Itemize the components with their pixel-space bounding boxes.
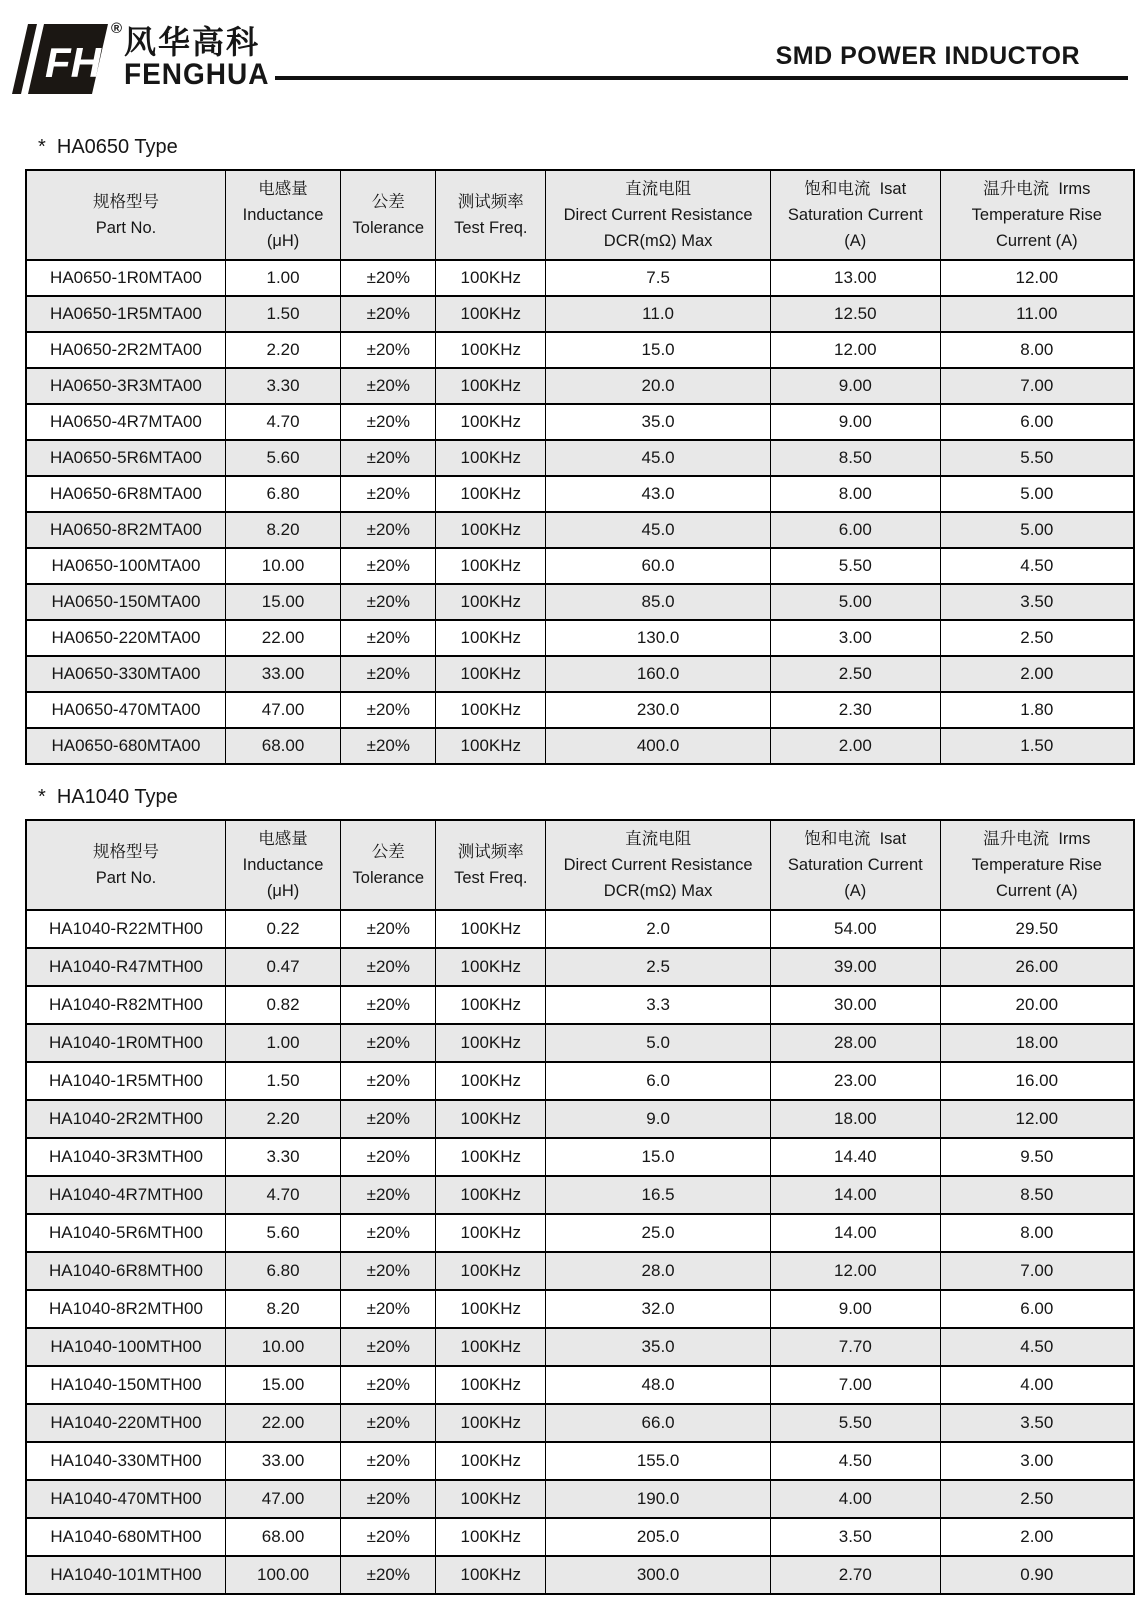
table-cell: 100KHz	[436, 476, 546, 512]
table-cell: 6.80	[225, 476, 340, 512]
table-cell: HA1040-100MTH00	[26, 1328, 225, 1366]
table-cell: 4.00	[940, 1366, 1134, 1404]
table-cell: 5.60	[225, 1214, 340, 1252]
table-cell: 100KHz	[436, 1138, 546, 1176]
table-cell: 33.00	[225, 656, 340, 692]
table-row	[26, 948, 1134, 986]
table-cell: 13.00	[771, 260, 941, 296]
table-cell: 9.00	[771, 1290, 941, 1328]
col-header-dcr: 直流电阻 Direct Current Resistance DCR(mΩ) Max	[546, 820, 771, 910]
table-cell: ±20%	[341, 986, 436, 1024]
col-header-part-no: 规格型号 Part No.	[26, 820, 225, 910]
table-cell: 100KHz	[436, 620, 546, 656]
col-header-tolerance: 公差 Tolerance	[341, 820, 436, 910]
table-cell: 100KHz	[436, 1100, 546, 1138]
table-cell: HA0650-5R6MTA00	[26, 440, 225, 476]
table-row	[26, 260, 1134, 296]
table-row	[26, 332, 1134, 368]
table-cell: HA1040-3R3MTH00	[26, 1138, 225, 1176]
table-cell: 8.00	[940, 332, 1134, 368]
ha1040-spec-table	[25, 819, 1135, 1595]
table-cell: HA1040-8R2MTH00	[26, 1290, 225, 1328]
table-cell: HA0650-4R7MTA00	[26, 404, 225, 440]
table-cell: 1.50	[225, 296, 340, 332]
table-cell: 100KHz	[436, 548, 546, 584]
col-header-isat: 饱和电流 Isat Saturation Current (A)	[771, 170, 941, 260]
table-cell: 2.20	[225, 1100, 340, 1138]
table-row	[26, 1252, 1134, 1290]
table-cell: HA1040-6R8MTH00	[26, 1252, 225, 1290]
table-row	[26, 1518, 1134, 1556]
table-cell: 20.00	[940, 986, 1134, 1024]
table-cell: 4.70	[225, 404, 340, 440]
table-cell: ±20%	[341, 728, 436, 764]
table-cell: 100KHz	[436, 1214, 546, 1252]
table-cell: 100.00	[225, 1556, 340, 1594]
table-cell: 100KHz	[436, 1176, 546, 1214]
table-cell: 1.50	[225, 1062, 340, 1100]
table-cell: 9.00	[771, 368, 941, 404]
table-cell: HA1040-101MTH00	[26, 1556, 225, 1594]
table-cell: 230.0	[546, 692, 771, 728]
table-row	[26, 1100, 1134, 1138]
col-header-inductance: 电感量 Inductance (μH)	[225, 820, 340, 910]
table-cell: 10.00	[225, 548, 340, 584]
table-cell: ±20%	[341, 692, 436, 728]
table-cell: 0.22	[225, 910, 340, 948]
table-cell: 100KHz	[436, 1328, 546, 1366]
table-cell: 60.0	[546, 548, 771, 584]
table-cell: 100KHz	[436, 368, 546, 404]
table-cell: 3.50	[940, 1404, 1134, 1442]
table-cell: 130.0	[546, 620, 771, 656]
table-cell: 2.50	[940, 1480, 1134, 1518]
table-row	[26, 584, 1134, 620]
table-cell: ±20%	[341, 1252, 436, 1290]
table-cell: HA1040-330MTH00	[26, 1442, 225, 1480]
table-row	[26, 296, 1134, 332]
section-heading-ha1040: * HA1040 Type	[38, 786, 178, 808]
table-cell: 100KHz	[436, 440, 546, 476]
table-cell: HA0650-1R5MTA00	[26, 296, 225, 332]
table-cell: HA1040-150MTH00	[26, 1366, 225, 1404]
header-right	[275, 24, 1128, 80]
table-cell: 5.0	[546, 1024, 771, 1062]
svg-text:FH: FH	[45, 39, 101, 86]
table-cell: HA0650-220MTA00	[26, 620, 225, 656]
table-cell: HA1040-4R7MTH00	[26, 1176, 225, 1214]
table-cell: 22.00	[225, 620, 340, 656]
table-cell: 8.00	[771, 476, 941, 512]
brand-name-en: FENGHUA	[124, 57, 270, 91]
table-cell: 4.70	[225, 1176, 340, 1214]
table-cell: 10.00	[225, 1328, 340, 1366]
col-header-test-freq: 测试频率 Test Freq.	[436, 170, 546, 260]
table-cell: 1.50	[940, 728, 1134, 764]
table-cell: 15.00	[225, 584, 340, 620]
section-heading-ha0650: * HA0650 Type	[38, 136, 178, 158]
table-row	[26, 910, 1134, 948]
table-cell: ±20%	[341, 260, 436, 296]
table-cell: 47.00	[225, 692, 340, 728]
table-row	[26, 404, 1134, 440]
table-cell: ±20%	[341, 1138, 436, 1176]
table-cell: ±20%	[341, 440, 436, 476]
table-cell: 100KHz	[436, 1442, 546, 1480]
table-cell: ±20%	[341, 332, 436, 368]
table-cell: 100KHz	[436, 728, 546, 764]
table-row	[26, 1404, 1134, 1442]
table-cell: 160.0	[546, 656, 771, 692]
table-cell: 12.00	[940, 260, 1134, 296]
table-row	[26, 1480, 1134, 1518]
table-cell: 68.00	[225, 1518, 340, 1556]
brand-text	[124, 24, 269, 94]
table-cell: HA0650-6R8MTA00	[26, 476, 225, 512]
table-cell: 8.50	[940, 1176, 1134, 1214]
col-header-inductance: 电感量 Inductance (μH)	[225, 170, 340, 260]
col-header-part-no: 规格型号 Part No.	[26, 170, 225, 260]
table-cell: 15.0	[546, 1138, 771, 1176]
table-cell: 2.30	[771, 692, 941, 728]
brand-name-cn: 风华高科	[124, 24, 261, 60]
table-cell: 7.5	[546, 260, 771, 296]
ha0650-spec-table	[25, 169, 1135, 765]
table-cell: HA0650-100MTA00	[26, 548, 225, 584]
table-cell: 54.00	[771, 910, 941, 948]
table-cell: 2.00	[771, 728, 941, 764]
table-cell: ±20%	[341, 296, 436, 332]
table-cell: 2.50	[771, 656, 941, 692]
table-cell: 5.00	[940, 512, 1134, 548]
table-cell: 300.0	[546, 1556, 771, 1594]
table-cell: 2.70	[771, 1556, 941, 1594]
table-cell: 68.00	[225, 728, 340, 764]
table-cell: 7.00	[940, 368, 1134, 404]
table-cell: HA1040-R82MTH00	[26, 986, 225, 1024]
table-cell: 400.0	[546, 728, 771, 764]
table-cell: 32.0	[546, 1290, 771, 1328]
table-cell: 100KHz	[436, 584, 546, 620]
header-rule	[275, 76, 1128, 80]
col-header-irms: 温升电流 Irms Temperature Rise Current (A)	[940, 820, 1134, 910]
table-cell: 155.0	[546, 1442, 771, 1480]
table-cell: ±20%	[341, 512, 436, 548]
table-cell: HA0650-2R2MTA00	[26, 332, 225, 368]
table-cell: 100KHz	[436, 948, 546, 986]
col-header-isat: 饱和电流 Isat Saturation Current (A)	[771, 820, 941, 910]
table-cell: 0.90	[940, 1556, 1134, 1594]
table-cell: ±20%	[341, 620, 436, 656]
table-cell: 100KHz	[436, 692, 546, 728]
table-cell: 12.00	[940, 1100, 1134, 1138]
table-cell: 20.0	[546, 368, 771, 404]
table-cell: 2.50	[940, 620, 1134, 656]
table-cell: 2.00	[940, 1518, 1134, 1556]
table-cell: HA1040-680MTH00	[26, 1518, 225, 1556]
table-cell: 100KHz	[436, 1404, 546, 1442]
table-cell: 5.00	[940, 476, 1134, 512]
table-cell: 16.00	[940, 1062, 1134, 1100]
table-cell: ±20%	[341, 1480, 436, 1518]
table-cell: 4.50	[771, 1442, 941, 1480]
table-cell: HA1040-1R0MTH00	[26, 1024, 225, 1062]
col-header-irms: 温升电流 Irms Temperature Rise Current (A)	[940, 170, 1134, 260]
table-cell: ±20%	[341, 476, 436, 512]
table-cell: HA1040-470MTH00	[26, 1480, 225, 1518]
table-cell: 66.0	[546, 1404, 771, 1442]
table-cell: 205.0	[546, 1518, 771, 1556]
table-cell: ±20%	[341, 1556, 436, 1594]
table-cell: 23.00	[771, 1062, 941, 1100]
table-cell: 12.00	[771, 1252, 941, 1290]
table-cell: 15.00	[225, 1366, 340, 1404]
table-cell: 5.50	[771, 548, 941, 584]
table-cell: 9.00	[771, 404, 941, 440]
table-cell: 14.40	[771, 1138, 941, 1176]
table-cell: ±20%	[341, 1024, 436, 1062]
table-row	[26, 548, 1134, 584]
table-cell: 0.82	[225, 986, 340, 1024]
table-cell: 45.0	[546, 440, 771, 476]
table-cell: 3.50	[771, 1518, 941, 1556]
registered-trademark-symbol: ®	[111, 20, 123, 37]
table-cell: 25.0	[546, 1214, 771, 1252]
table-cell: 2.0	[546, 910, 771, 948]
table-cell: HA1040-R22MTH00	[26, 910, 225, 948]
table-cell: HA1040-220MTH00	[26, 1404, 225, 1442]
table-cell: 3.00	[940, 1442, 1134, 1480]
table-cell: ±20%	[341, 656, 436, 692]
page-title: SMD POWER INDUCTOR	[775, 42, 1080, 70]
table-cell: 8.00	[940, 1214, 1134, 1252]
table-cell: 1.00	[225, 260, 340, 296]
table-cell: 100KHz	[436, 1366, 546, 1404]
table-cell: 14.00	[771, 1214, 941, 1252]
table-cell: 33.00	[225, 1442, 340, 1480]
ha0650-table-header	[26, 170, 1134, 260]
table-cell: 4.00	[771, 1480, 941, 1518]
table-cell: 30.00	[771, 986, 941, 1024]
table-cell: 100KHz	[436, 1480, 546, 1518]
table-cell: ±20%	[341, 1442, 436, 1480]
table-cell: HA1040-R47MTH00	[26, 948, 225, 986]
table-row	[26, 1442, 1134, 1480]
table-cell: 28.00	[771, 1024, 941, 1062]
table-cell: 6.00	[940, 1290, 1134, 1328]
table-row	[26, 1290, 1134, 1328]
table-cell: 4.50	[940, 548, 1134, 584]
table-cell: 0.47	[225, 948, 340, 986]
table-cell: 100KHz	[436, 1252, 546, 1290]
table-cell: 11.0	[546, 296, 771, 332]
table-cell: 100KHz	[436, 1024, 546, 1062]
table-cell: 8.50	[771, 440, 941, 476]
table-cell: 100KHz	[436, 512, 546, 548]
table-cell: 100KHz	[436, 1290, 546, 1328]
col-header-test-freq: 测试频率 Test Freq.	[436, 820, 546, 910]
table-cell: 100KHz	[436, 332, 546, 368]
table-cell: 190.0	[546, 1480, 771, 1518]
table-cell: 100KHz	[436, 260, 546, 296]
table-row	[26, 368, 1134, 404]
table-cell: HA0650-3R3MTA00	[26, 368, 225, 404]
table-cell: 6.80	[225, 1252, 340, 1290]
table-cell: 100KHz	[436, 1518, 546, 1556]
table-cell: 3.3	[546, 986, 771, 1024]
table-row	[26, 440, 1134, 476]
table-cell: 45.0	[546, 512, 771, 548]
table-cell: ±20%	[341, 584, 436, 620]
table-cell: 5.50	[940, 440, 1134, 476]
table-cell: ±20%	[341, 1366, 436, 1404]
table-cell: ±20%	[341, 1290, 436, 1328]
table-cell: 100KHz	[436, 404, 546, 440]
table-cell: 7.00	[940, 1252, 1134, 1290]
table-cell: 3.30	[225, 368, 340, 404]
table-cell: 18.00	[940, 1024, 1134, 1062]
ha1040-table-header	[26, 820, 1134, 910]
table-cell: ±20%	[341, 1176, 436, 1214]
table-row	[26, 728, 1134, 764]
table-row	[26, 1024, 1134, 1062]
table-row	[26, 1062, 1134, 1100]
table-cell: HA0650-470MTA00	[26, 692, 225, 728]
table-cell: HA1040-5R6MTH00	[26, 1214, 225, 1252]
table-cell: 100KHz	[436, 1556, 546, 1594]
table-cell: 100KHz	[436, 296, 546, 332]
table-cell: 18.00	[771, 1100, 941, 1138]
table-cell: 16.5	[546, 1176, 771, 1214]
fenghua-monogram-icon	[12, 24, 108, 94]
table-cell: HA0650-1R0MTA00	[26, 260, 225, 296]
table-cell: 100KHz	[436, 986, 546, 1024]
table-cell: 6.00	[771, 512, 941, 548]
table-cell: 100KHz	[436, 910, 546, 948]
table-row	[26, 1366, 1134, 1404]
table-cell: 1.00	[225, 1024, 340, 1062]
table-cell: HA1040-2R2MTH00	[26, 1100, 225, 1138]
table-cell: 5.00	[771, 584, 941, 620]
table-cell: HA0650-8R2MTA00	[26, 512, 225, 548]
table-cell: 6.0	[546, 1062, 771, 1100]
table-cell: 1.80	[940, 692, 1134, 728]
col-header-tolerance: 公差 Tolerance	[341, 170, 436, 260]
col-header-dcr: 直流电阻 Direct Current Resistance DCR(mΩ) Max	[546, 170, 771, 260]
table-cell: 3.30	[225, 1138, 340, 1176]
table-cell: ±20%	[341, 1062, 436, 1100]
table-cell: ±20%	[341, 368, 436, 404]
table-cell: 7.70	[771, 1328, 941, 1366]
table-cell: 8.20	[225, 512, 340, 548]
table-cell: 9.50	[940, 1138, 1134, 1176]
table-cell: HA0650-680MTA00	[26, 728, 225, 764]
table-cell: ±20%	[341, 1328, 436, 1366]
table-row	[26, 1328, 1134, 1366]
table-cell: 2.00	[940, 656, 1134, 692]
table-cell: 22.00	[225, 1404, 340, 1442]
table-row	[26, 620, 1134, 656]
table-cell: HA0650-150MTA00	[26, 584, 225, 620]
table-cell: 15.0	[546, 332, 771, 368]
table-cell: 43.0	[546, 476, 771, 512]
table-cell: 26.00	[940, 948, 1134, 986]
table-cell: 11.00	[940, 296, 1134, 332]
table-cell: 100KHz	[436, 1062, 546, 1100]
table-row	[26, 692, 1134, 728]
table-cell: 35.0	[546, 1328, 771, 1366]
table-cell: ±20%	[341, 910, 436, 948]
table-cell: ±20%	[341, 1214, 436, 1252]
table-cell: 85.0	[546, 584, 771, 620]
table-cell: ±20%	[341, 948, 436, 986]
table-cell: 47.00	[225, 1480, 340, 1518]
table-cell: 12.50	[771, 296, 941, 332]
table-cell: 48.0	[546, 1366, 771, 1404]
ha1040-table-body	[26, 910, 1134, 1594]
table-cell: 9.0	[546, 1100, 771, 1138]
table-row	[26, 1214, 1134, 1252]
table-cell: 5.60	[225, 440, 340, 476]
table-cell: ±20%	[341, 1518, 436, 1556]
table-cell: 14.00	[771, 1176, 941, 1214]
table-cell: 2.5	[546, 948, 771, 986]
fenghua-logo	[12, 20, 270, 94]
table-row	[26, 1556, 1134, 1594]
table-cell: ±20%	[341, 404, 436, 440]
table-cell: 12.00	[771, 332, 941, 368]
table-cell: 28.0	[546, 1252, 771, 1290]
table-cell: 35.0	[546, 404, 771, 440]
table-cell: 3.50	[940, 584, 1134, 620]
table-cell: ±20%	[341, 548, 436, 584]
table-cell: 2.20	[225, 332, 340, 368]
table-row	[26, 1176, 1134, 1214]
table-cell: ±20%	[341, 1404, 436, 1442]
table-cell: 7.00	[771, 1366, 941, 1404]
table-cell: 5.50	[771, 1404, 941, 1442]
table-cell: 39.00	[771, 948, 941, 986]
table-cell: ±20%	[341, 1100, 436, 1138]
table-row	[26, 1138, 1134, 1176]
table-cell: 4.50	[940, 1328, 1134, 1366]
table-cell: HA1040-1R5MTH00	[26, 1062, 225, 1100]
table-cell: 3.00	[771, 620, 941, 656]
table-row	[26, 986, 1134, 1024]
table-cell: 100KHz	[436, 656, 546, 692]
page-header	[0, 0, 1148, 104]
table-cell: 29.50	[940, 910, 1134, 948]
table-row	[26, 476, 1134, 512]
table-cell: 6.00	[940, 404, 1134, 440]
table-row	[26, 512, 1134, 548]
ha0650-table-body	[26, 260, 1134, 764]
table-row	[26, 656, 1134, 692]
table-cell: 8.20	[225, 1290, 340, 1328]
table-cell: HA0650-330MTA00	[26, 656, 225, 692]
